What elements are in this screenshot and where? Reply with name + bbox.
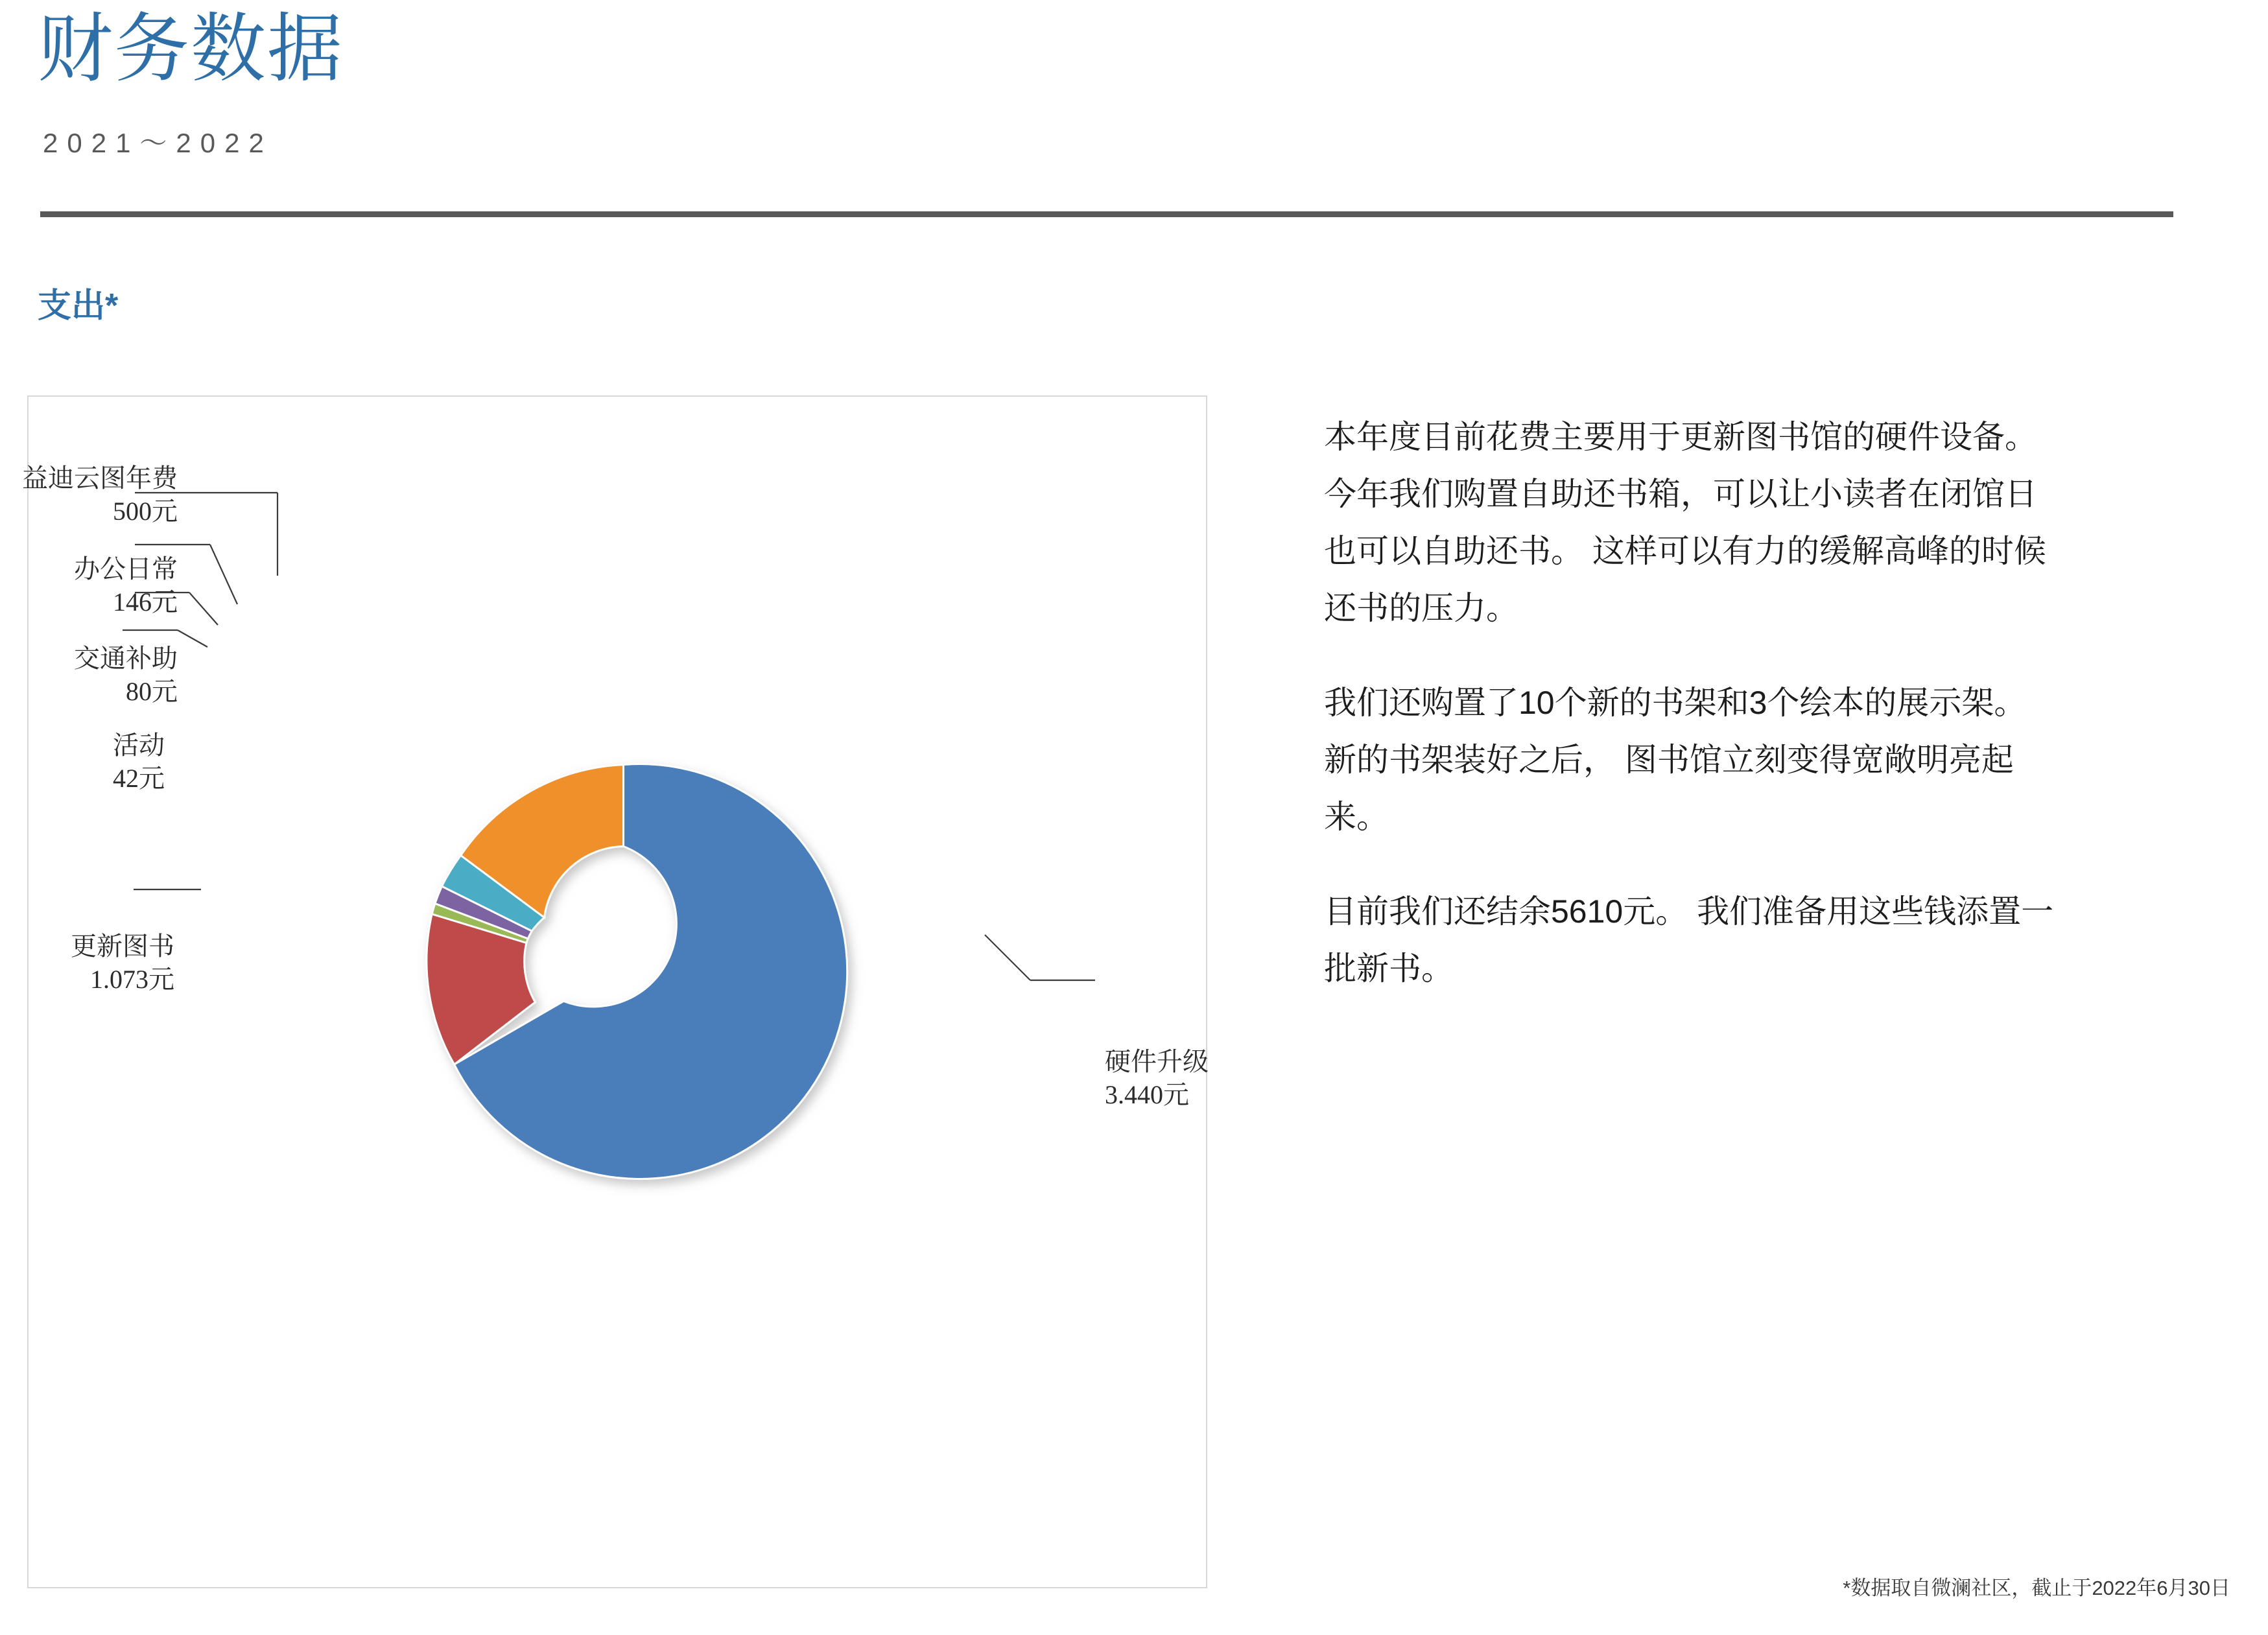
- callout-leader-lines: [29, 397, 1209, 1590]
- callout-transport-subsidy: [22, 642, 178, 708]
- callout-label-transport-subsidy: 交通补助: [74, 644, 178, 673]
- section-heading-expenses: 支出*: [38, 287, 119, 325]
- narrative-paragraph-3: 目前我们还结余5610元。 我们准备用这些钱添置一批新书。: [1324, 893, 2054, 987]
- callout-label-activities: 活动: [113, 731, 165, 760]
- page-title: 财务数据: [38, 6, 344, 91]
- narrative-text: [1324, 408, 2057, 997]
- page-subtitle: 2021～2022: [43, 128, 273, 158]
- callout-label-office-daily: 办公日常: [74, 554, 178, 583]
- footnote: *数据取自微澜社区，截止于2022年6月30日: [1843, 1577, 2230, 1599]
- narrative-paragraph-2: 我们还购置了10个新的书架和3个绘本的展示架。新的书架装好之后， 图书馆立刻变得宽敞明亮起来。: [1324, 685, 2027, 835]
- expenses-donut-chart: [22, 395, 1209, 1588]
- callout-value-yidi-cloud-fee: 500元: [113, 497, 178, 526]
- callout-value-activities: 42元: [113, 764, 165, 793]
- callout-hardware-upgrade: [1105, 1045, 1273, 1111]
- callout-yidi-cloud-fee: [22, 462, 178, 528]
- callout-activities: [22, 729, 165, 795]
- callout-label-book-renewal: 更新图书: [71, 932, 174, 961]
- callout-value-book-renewal: 1.073元: [90, 965, 174, 994]
- narrative-paragraph-1: 本年度目前花费主要用于更新图书馆的硬件设备。 今年我们购置自助还书箱，可以让小读者在闭馆日也可以自助还书。 这样可以有力的缓解高峰的时候还书的压力。: [1324, 419, 2046, 626]
- callout-book-renewal: [22, 930, 174, 996]
- callout-label-hardware-upgrade: 硬件升级: [1105, 1047, 1209, 1076]
- callout-value-office-daily: 146元: [113, 587, 178, 617]
- callout-value-transport-subsidy: 80元: [126, 677, 178, 706]
- callout-office-daily: [22, 552, 178, 618]
- callout-label-yidi-cloud-fee: 益迪云图年费: [22, 464, 178, 493]
- callout-value-hardware-upgrade: 3.440元: [1105, 1080, 1189, 1109]
- header-divider: [40, 211, 2173, 217]
